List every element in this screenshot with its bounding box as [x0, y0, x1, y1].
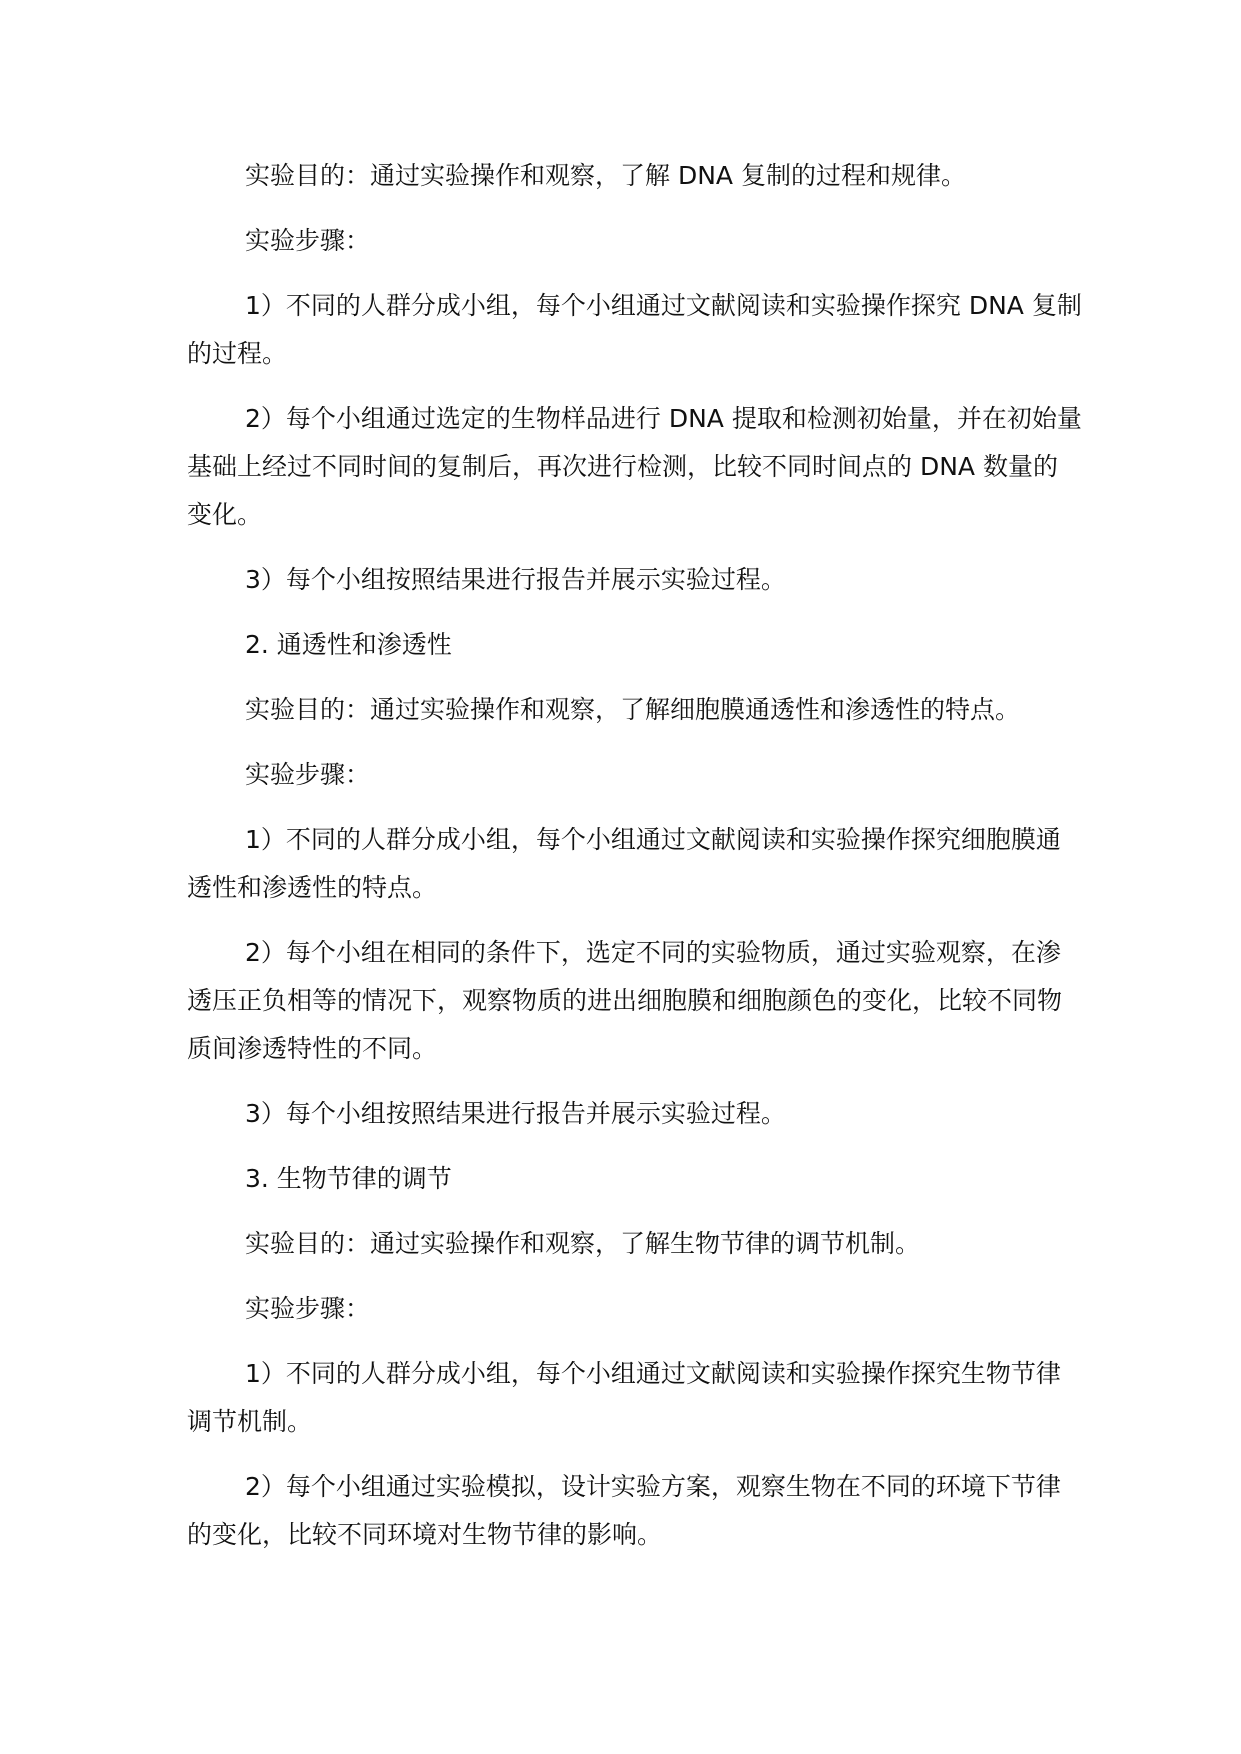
step-3-dna: 3）每个小组按照结果进行报告并展示实验过程。 — [245, 565, 786, 594]
experiment-purpose-permeability: 实验目的：通过实验操作和观察，了解细胞膜通透性和渗透性的特点。 — [245, 695, 1021, 724]
step-1-permeability: 1）不同的人群分成小组，每个小组通过文献阅读和实验操作探究细胞膜通透性和渗透性的特点。 — [187, 825, 1061, 902]
step-2-rhythm: 2）每个小组通过实验模拟，设计实验方案，观察生物在不同的环境下节律的变化，比较不同环境对生物节律的影响。 — [187, 1472, 1061, 1549]
step-1-dna: 1）不同的人群分成小组，每个小组通过文献阅读和实验操作探究 DNA 复制的过程。 — [187, 291, 1082, 368]
experiment-steps-heading: 实验步骤： — [245, 1294, 371, 1323]
experiment-purpose-rhythm: 实验目的：通过实验操作和观察，了解生物节律的调节机制。 — [245, 1229, 921, 1258]
experiment-steps-heading: 实验步骤： — [245, 760, 371, 789]
step-3-permeability: 3）每个小组按照结果进行报告并展示实验过程。 — [245, 1099, 786, 1128]
section-heading-rhythm: 3. 生物节律的调节 — [245, 1164, 452, 1193]
step-2-dna: 2）每个小组通过选定的生物样品进行 DNA 提取和检测初始量，并在初始量基础上经过不同时间的复制后，再次进行检测，比较不同时间点的 DNA 数量的变化。 — [187, 404, 1082, 529]
document-body — [187, 152, 1082, 1576]
step-1-rhythm: 1）不同的人群分成小组，每个小组通过文献阅读和实验操作探究生物节律调节机制。 — [187, 1359, 1061, 1436]
experiment-purpose-dna: 实验目的：通过实验操作和观察，了解 DNA 复制的过程和规律。 — [245, 161, 966, 190]
step-2-permeability: 2）每个小组在相同的条件下，选定不同的实验物质，通过实验观察，在渗透压正负相等的情况下，观察物质的进出细胞膜和细胞颜色的变化，比较不同物质间渗透特性的不同。 — [187, 938, 1063, 1063]
experiment-steps-heading: 实验步骤： — [245, 226, 371, 255]
section-heading-permeability: 2. 通透性和渗透性 — [245, 630, 452, 659]
